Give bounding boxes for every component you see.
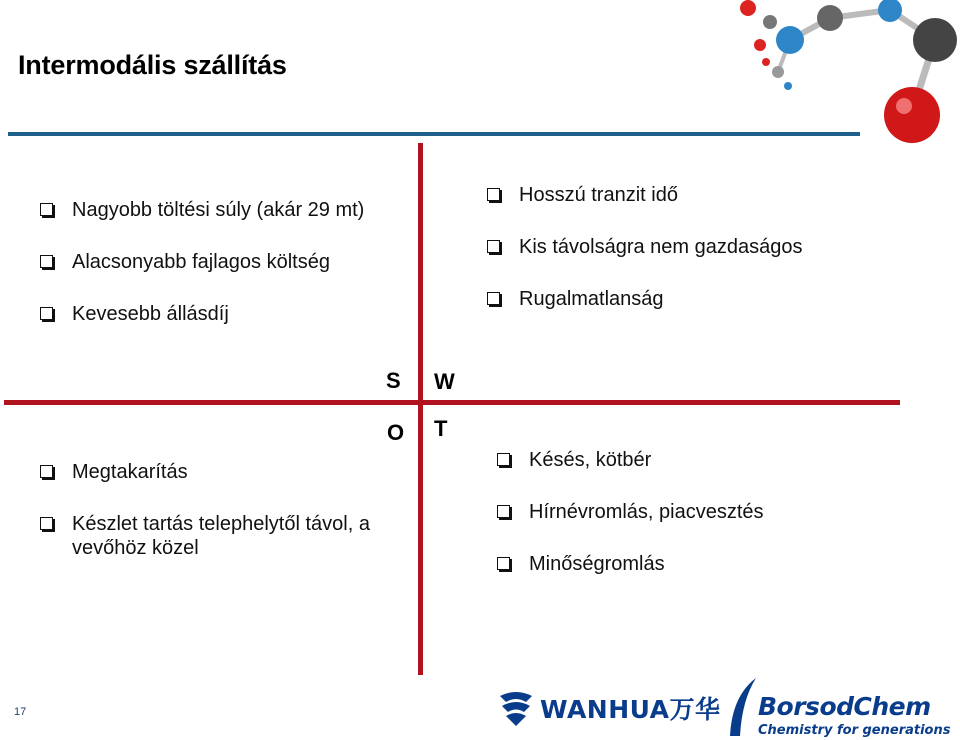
opportunities-list <box>40 460 410 560</box>
list-item: Kevesebb állásdíj <box>40 302 364 326</box>
label-threats: T <box>434 416 448 441</box>
list-item: Kis távolságra nem gazdaságos <box>487 235 803 259</box>
list-item: Minőségromlás <box>497 552 764 576</box>
checkbox-bullet-icon <box>497 505 510 518</box>
label-weaknesses: W <box>434 369 455 394</box>
swot-vertical-divider <box>418 143 423 675</box>
checkbox-bullet-icon <box>487 240 500 253</box>
checkbox-bullet-icon <box>487 188 500 201</box>
checkbox-bullet-icon <box>40 203 53 216</box>
wanhua-emblem-icon <box>496 688 536 728</box>
borsodchem-tagline: Chemistry for generations <box>758 723 951 738</box>
strengths-list <box>40 198 364 326</box>
weaknesses-list <box>487 183 803 311</box>
checkbox-bullet-icon <box>487 292 500 305</box>
borsodchem-swoosh-icon <box>722 676 762 738</box>
molecule-decoration <box>730 0 960 150</box>
checkbox-bullet-icon <box>40 465 53 478</box>
title-underline <box>8 132 860 136</box>
list-item: Késés, kötbér <box>497 448 764 472</box>
list-item: Rugalmatlanság <box>487 287 803 311</box>
list-item: Hírnévromlás, piacvesztés <box>497 500 764 524</box>
borsodchem-wordmark: BorsodChem <box>758 692 931 721</box>
label-opportunities: O <box>387 420 405 445</box>
slide-title: Intermodális szállítás <box>18 50 287 80</box>
threats-list <box>497 448 764 576</box>
list-item: Hosszú tranzit idő <box>487 183 803 207</box>
swot-horizontal-divider <box>4 400 900 405</box>
checkbox-bullet-icon <box>40 255 53 268</box>
page-number: 17 <box>14 706 27 718</box>
wanhua-wordmark: WANHUA万华 <box>540 695 721 724</box>
checkbox-bullet-icon <box>40 517 53 530</box>
checkbox-bullet-icon <box>497 557 510 570</box>
wanhua-logo <box>496 688 721 728</box>
label-strengths: S <box>386 368 401 393</box>
list-item: Készlet tartás telephelytől távol, a vevőhöz közel <box>40 512 410 560</box>
list-item: Nagyobb töltési súly (akár 29 mt) <box>40 198 364 222</box>
list-item: Megtakarítás <box>40 460 410 484</box>
checkbox-bullet-icon <box>40 307 53 320</box>
checkbox-bullet-icon <box>497 453 510 466</box>
list-item: Alacsonyabb fajlagos költség <box>40 250 364 274</box>
